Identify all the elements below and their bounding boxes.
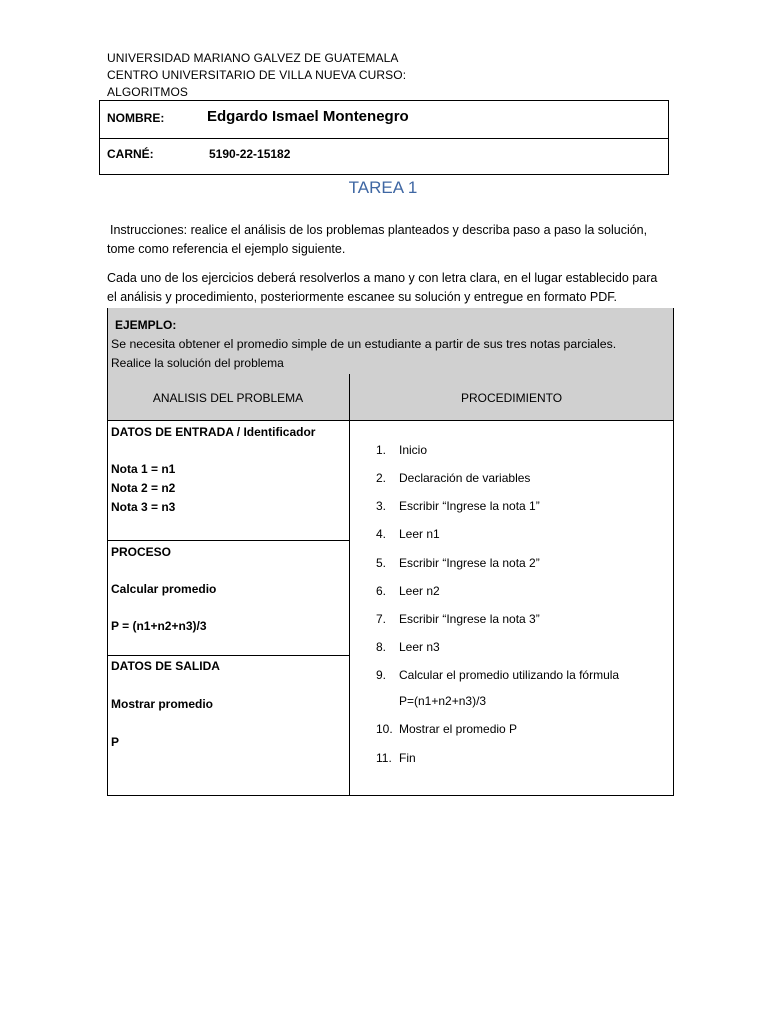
step-number: 3. [376, 499, 387, 513]
name-label: NOMBRE: [107, 111, 165, 125]
step-text: Calcular el promedio utilizando la fórmula [399, 668, 620, 682]
procedure-step [376, 722, 517, 736]
proceso-title: PROCESO [111, 545, 172, 559]
step-number: 2. [376, 471, 387, 485]
instructions-paragraph: Instrucciones: realice el análisis de los problemas planteados y describa paso a paso la solución, tome como referencia el ejemplo siguiente. [107, 223, 648, 256]
procedure-step [376, 527, 440, 541]
entrada-item: Nota 2 = n2 [111, 481, 176, 495]
procedure-step [376, 556, 540, 570]
example-label: EJEMPLO: [115, 318, 177, 332]
step-text: Fin [399, 751, 416, 765]
step-number: 4. [376, 527, 387, 541]
step-number: 8. [376, 640, 387, 654]
salida-value: P [111, 735, 120, 749]
step-number [376, 694, 399, 708]
page-title-text: TAREA 1 [348, 178, 418, 197]
student-info-divider [99, 138, 669, 139]
step-text: Declaración de variables [399, 471, 531, 485]
procedure-step [376, 443, 427, 457]
proceso-divider [107, 655, 349, 656]
step-number: 5. [376, 556, 387, 570]
page-title [0, 178, 768, 198]
procedure-column-header: PROCEDIMIENTO [460, 391, 563, 405]
procedure-step [376, 584, 440, 598]
step-text: Escribir “Ingrese la nota 2” [399, 556, 540, 570]
center-name: CENTRO UNIVERSITARIO DE VILLA NUEVA CURSO: [107, 68, 407, 82]
step-text: P=(n1+n2+n3)/3 [399, 694, 487, 708]
entrada-title: DATOS DE ENTRADA / Identificador [111, 425, 316, 439]
step-text: Mostrar el promedio P [399, 722, 518, 736]
procedure-step [376, 499, 540, 513]
procedure-step [376, 640, 440, 654]
step-number: 6. [376, 584, 387, 598]
university-name: UNIVERSIDAD MARIANO GALVEZ DE GUATEMALA [107, 51, 399, 65]
procedure-step-continuation [376, 694, 486, 708]
step-number: 7. [376, 612, 387, 626]
name-value: Edgardo Ismael Montenegro [207, 108, 409, 125]
step-text: Escribir “Ingrese la nota 1” [399, 499, 540, 513]
step-text: Escribir “Ingrese la nota 3” [399, 612, 540, 626]
submission-paragraph: Cada uno de los ejercicios deberá resolverlos a mano y con letra clara, en el lugar establecido para el análisis y procedimiento, posteriormente escanee su solución y entregue en formato PDF. [107, 271, 658, 304]
proceso-formula: P = (n1+n2+n3)/3 [111, 619, 207, 633]
header-row-divider [107, 420, 674, 421]
procedure-step [376, 612, 540, 626]
step-number: 1. [376, 443, 387, 457]
course-name: ALGORITMOS [107, 85, 189, 99]
proceso-line: Calcular promedio [111, 582, 217, 596]
step-number: 9. [376, 668, 387, 682]
procedure-step [376, 471, 530, 485]
procedure-step [376, 751, 416, 765]
salida-line: Mostrar promedio [111, 697, 214, 711]
entrada-divider [107, 540, 349, 541]
step-text: Leer n2 [399, 584, 440, 598]
example-instruction: Realice la solución del problema [111, 356, 284, 370]
step-number: 11. [376, 751, 392, 765]
entrada-item: Nota 1 = n1 [111, 462, 176, 476]
salida-title: DATOS DE SALIDA [111, 659, 220, 673]
procedure-step [376, 668, 619, 682]
step-number: 10. [376, 722, 393, 736]
step-text: Inicio [399, 443, 428, 457]
entrada-item: Nota 3 = n3 [111, 500, 176, 514]
column-divider [349, 374, 350, 796]
id-label: CARNÉ: [107, 147, 154, 161]
analysis-column-header: ANALISIS DEL PROBLEMA [152, 391, 304, 405]
step-text: Leer n1 [399, 527, 440, 541]
step-text: Leer n3 [399, 640, 440, 654]
id-value: 5190-22-15182 [209, 147, 291, 161]
example-statement: Se necesita obtener el promedio simple de un estudiante a partir de sus tres notas parciales. [111, 337, 617, 351]
